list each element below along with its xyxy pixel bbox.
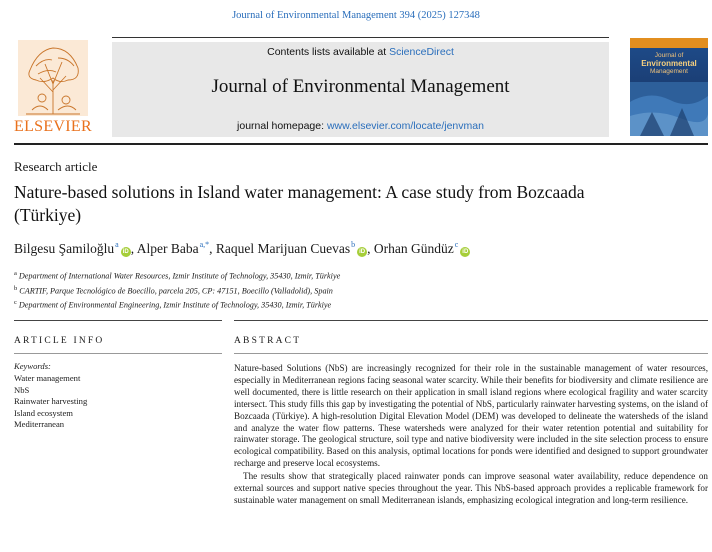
author-affiliation-mark[interactable]: c <box>454 240 459 249</box>
author-separator: , <box>209 241 216 256</box>
affiliation <box>14 297 340 312</box>
keyword: Mediterranean <box>14 419 65 430</box>
journal-masthead <box>112 42 609 137</box>
orcid-icon[interactable]: iD <box>122 249 129 255</box>
keyword: Island ecosystem <box>14 407 73 418</box>
author[interactable] <box>216 241 367 256</box>
cover-title-line3: Management <box>650 68 688 75</box>
orcid-icon[interactable]: iD <box>462 249 469 255</box>
author-name: Raquel Marijuan Cuevas <box>215 241 351 256</box>
cover-title-line2: Environmental <box>641 58 697 68</box>
contents-line <box>112 46 609 58</box>
sciencedirect-link[interactable]: ScienceDirect <box>389 46 454 58</box>
article-title: Nature-based solutions in Island water management: A case study from Bozcaada (Türkiye) <box>14 182 585 225</box>
affiliation-mark: c <box>14 299 17 307</box>
cover-top-band <box>630 38 708 48</box>
author-affiliation-mark[interactable]: a <box>115 240 119 249</box>
article-type: Research article <box>14 159 98 174</box>
abstract-heading: ABSTRACT <box>234 336 302 346</box>
keyword: Rainwater harvesting <box>14 396 88 407</box>
abstract-divider <box>234 320 708 321</box>
journal-homepage-link[interactable]: www.elsevier.com/locate/jenvman <box>326 120 484 132</box>
article-info-subdivider <box>14 353 222 354</box>
author[interactable] <box>374 241 470 256</box>
affiliation <box>14 268 340 283</box>
cover-title-line1: Journal of <box>654 52 684 59</box>
author-name: Alper Baba <box>136 241 199 256</box>
author[interactable] <box>137 241 209 256</box>
journal-citation-link[interactable]: Journal of Environmental Management 394 (2025) 127348 <box>232 10 480 21</box>
journal-cover-thumbnail[interactable] <box>630 38 708 136</box>
elsevier-tree-icon <box>18 40 88 116</box>
affiliation-text: Department of Environmental Engineering, Izmir Institute of Technology, 35430, Izmir, Türkiye <box>18 301 332 311</box>
abstract-paragraph: The results show that strategically placed rainwater ponds can improve seasonal water availability, reduce dependence on external sources and support native species throughout the year. This NbS-based approach provides a replicable framework for sustainable water management on small Mediterranean islands, emphasizing ecological integration and long-term resilience. <box>234 471 708 505</box>
author-affiliation-mark[interactable]: b <box>351 240 356 249</box>
article-info-heading: ARTICLE INFO <box>14 336 105 346</box>
journal-title[interactable]: Journal of Environmental Management <box>211 76 510 97</box>
cover-image <box>630 82 708 136</box>
affiliation-text: Department of International Water Resources, Izmir Institute of Technology, 35430, Izmir, Türkiye <box>18 271 341 281</box>
abstract-body <box>234 363 708 507</box>
author-name: Bilgesu Şamiloğlu <box>14 241 115 256</box>
publisher-name: ELSEVIER <box>14 118 92 135</box>
cover-title <box>634 52 704 76</box>
elsevier-logo[interactable] <box>12 40 94 136</box>
homepage-prefix: journal homepage: <box>237 120 327 132</box>
author-separator: , <box>130 241 137 256</box>
author-separator: , <box>367 241 374 256</box>
header-divider <box>14 143 708 145</box>
abstract-subdivider <box>234 353 708 354</box>
author[interactable] <box>14 241 131 256</box>
homepage-line <box>112 120 609 132</box>
orcid-icon[interactable]: iD <box>359 249 366 255</box>
affiliation-text: CARTIF, Parque Tecnológico de Boecillo, parcela 205, CP: 47151, Boecillo (Valladolid), Spain <box>19 286 333 296</box>
keywords-label: Keywords: <box>14 361 51 371</box>
author-affiliation-mark[interactable]: a,* <box>199 240 210 249</box>
affiliation-mark: b <box>14 284 18 292</box>
affiliation-list <box>14 268 340 312</box>
keyword: NbS <box>14 384 30 395</box>
affiliation <box>14 283 340 298</box>
contents-prefix: Contents lists available at <box>267 46 390 58</box>
affiliation-mark: a <box>14 270 17 277</box>
author-list <box>14 240 470 257</box>
abstract-paragraph: Nature-based Solutions (NbS) are increasingly recognized for their role in the sustainable management of water resources, especially in Mediterranean regions facing seasonal water scarcity. While their benefits for biodiversity and climate resilience are well documented, there is little research on their application in small island regions where ecological fragility and water scarcity intersect. This study fills this gap by investigating the potential of NbS, particularly rainwater harvesting systems, on the island of Bozcaada (Türkiye). A high-resolution Digital Elevation Model (DEM) was developed to delineate the watersheds of the island and analyze the water flow patterns. These watersheds were analyzed for their water retention potential and suitability for rainwater storage. The geological structure, soil type and native biodiversity were included in the site selection process to ensure ecological compatibility. Based on this analysis, optimal locations for ponds were identified and designed to support groundwater recharge and preserve local ecosystems. <box>234 363 708 469</box>
keyword: Water management <box>14 373 81 383</box>
author-name: Orhan Gündüz <box>373 241 454 256</box>
article-info-divider <box>14 320 222 321</box>
keyword-list <box>14 373 87 431</box>
masthead-divider <box>112 37 609 38</box>
